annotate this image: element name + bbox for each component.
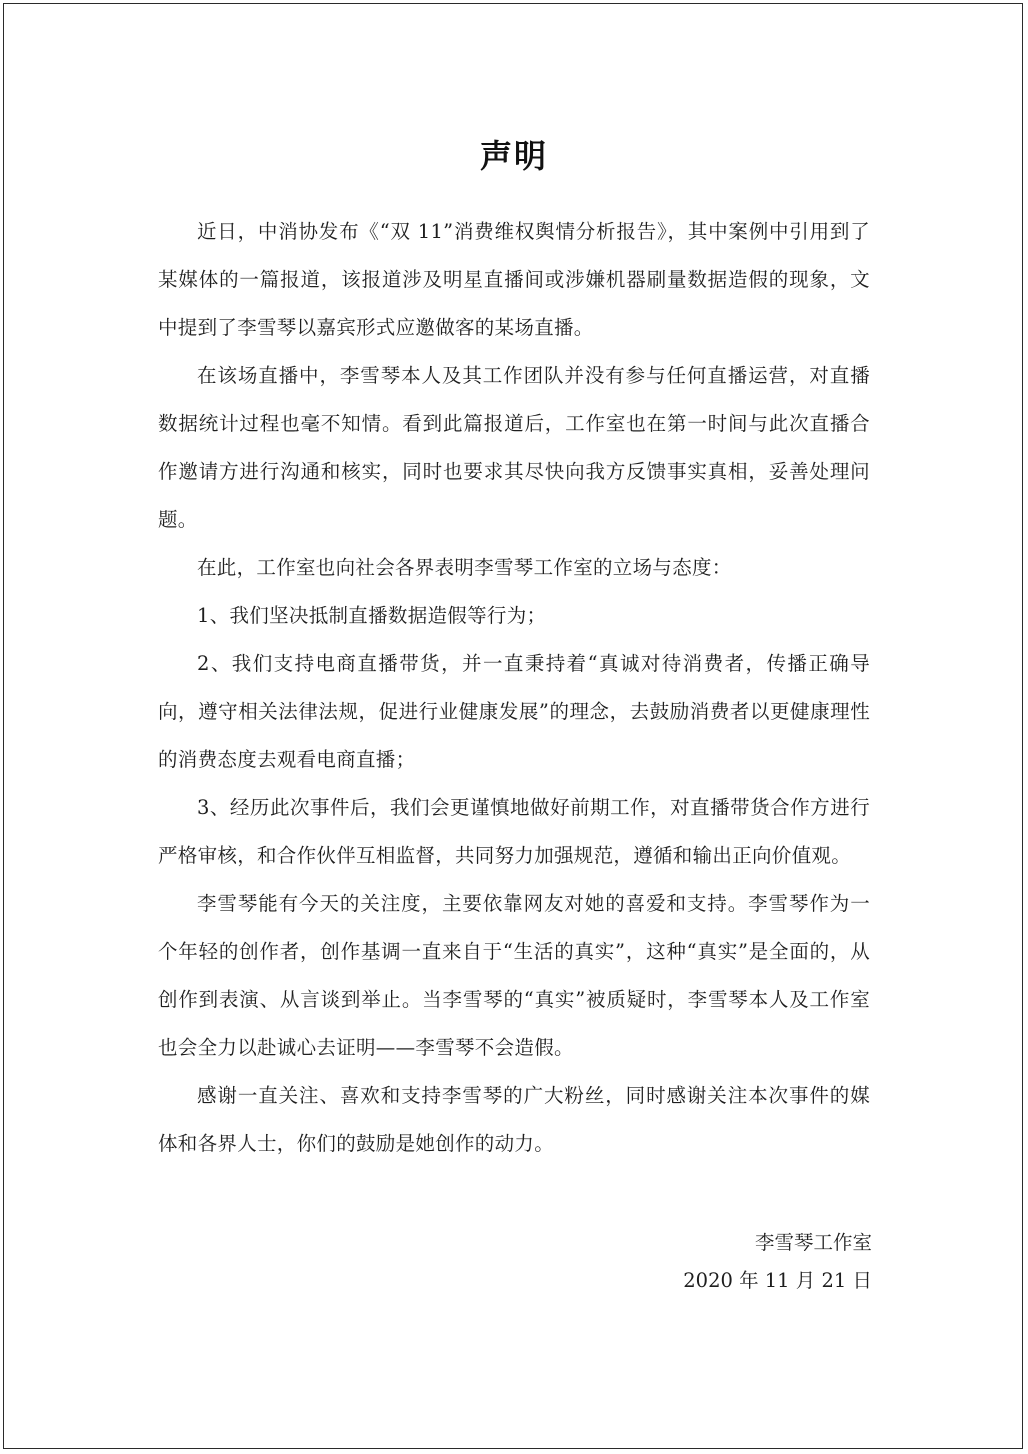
signature-block bbox=[683, 1224, 872, 1300]
statement-document bbox=[158, 120, 870, 1168]
paragraph-clarification: 在该场直播中，李雪琴本人及其工作团队并没有参与任何直播运营，对直播数据统计过程也毫不知情。看到此篇报道后，工作室也在第一时间与此次直播合作邀请方进行沟通和核实，同时也要求其尽快向我方反馈事实真相，妥善处理问题。 bbox=[158, 364, 870, 531]
paragraph-intro: 近日，中消协发布《“双 11”消费维权舆情分析报告》，其中案例中引用到了某媒体的一篇报道，该报道涉及明星直播间或涉嫌机器刷量数据造假的现象，文中提到了李雪琴以嘉宾形式应邀做客的某场直播。 bbox=[158, 220, 870, 339]
document-title: 声明 bbox=[479, 137, 548, 175]
paragraph-authenticity: 李雪琴能有今天的关注度，主要依靠网友对她的喜爱和支持。李雪琴作为一个年轻的创作者，创作基调一直来自于“生活的真实”，这种“真实”是全面的，从创作到表演、从言谈到举止。当李雪琴的“真实”被质疑时，李雪琴本人及工作室也会全力以赴诚心去证明——李雪琴不会造假。 bbox=[158, 892, 870, 1059]
paragraph-thanks: 感谢一直关注、喜欢和支持李雪琴的广大粉丝，同时感谢关注本次事件的媒体和各界人士，你们的鼓励是她创作的动力。 bbox=[158, 1084, 870, 1155]
paragraph-point-1: 1、我们坚决抵制直播数据造假等行为； bbox=[197, 604, 547, 627]
paragraph-point-2: 2、我们支持电商直播带货，并一直秉持着“真诚对待消费者，传播正确导向，遵守相关法律法规，促进行业健康发展”的理念，去鼓励消费者以更健康理性的消费态度去观看电商直播； bbox=[158, 652, 870, 771]
signature-date: 2020 年 11 月 21 日 bbox=[683, 1269, 872, 1292]
signature-studio: 李雪琴工作室 bbox=[754, 1231, 872, 1254]
paragraph-position: 在此，工作室也向社会各界表明李雪琴工作室的立场与态度： bbox=[197, 556, 732, 579]
paragraph-point-3: 3、经历此次事件后，我们会更谨慎地做好前期工作，对直播带货合作方进行严格审核，和合作伙伴互相监督，共同努力加强规范，遵循和输出正向价值观。 bbox=[158, 796, 870, 867]
